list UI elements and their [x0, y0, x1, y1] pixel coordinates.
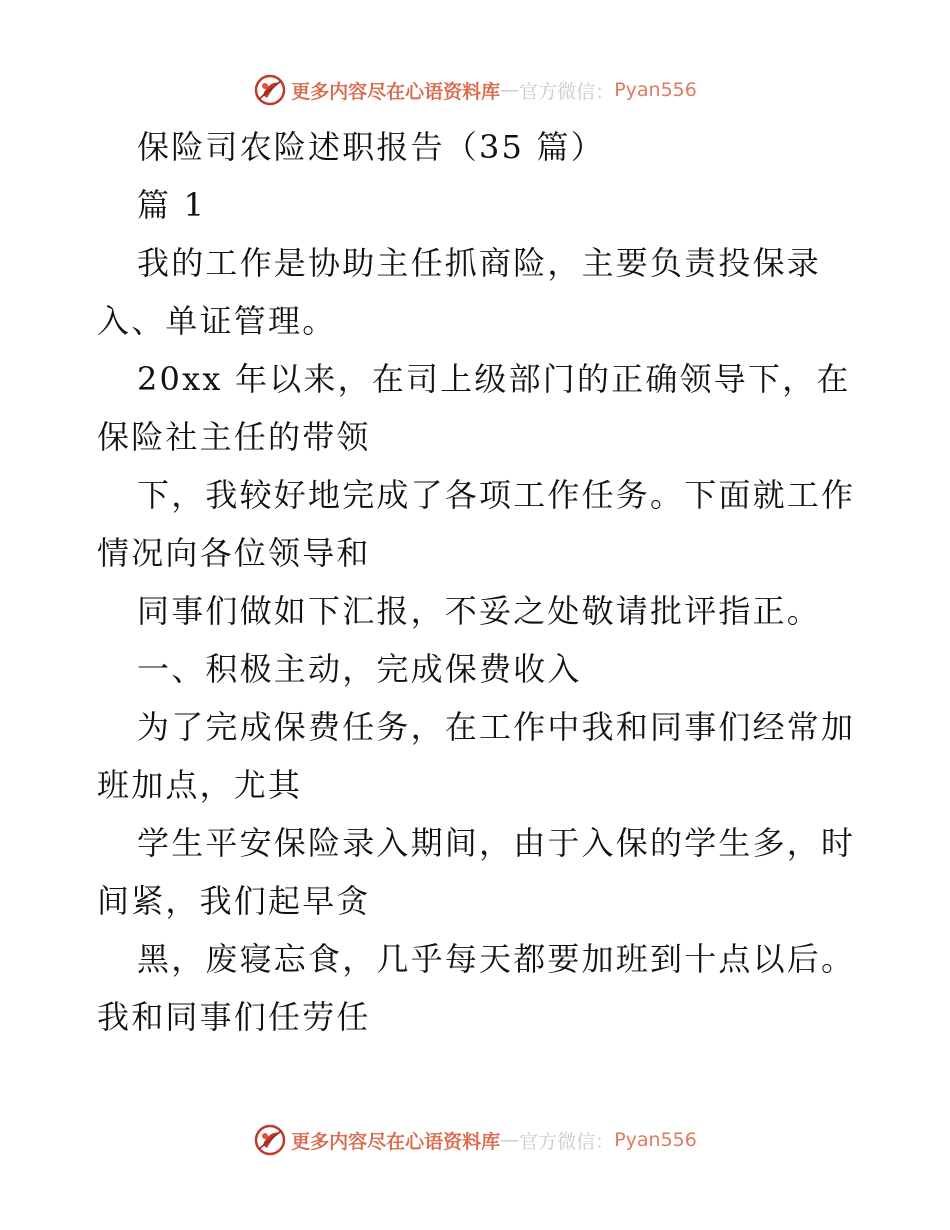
paragraph-line: 入、单证管理。 [97, 302, 337, 340]
watermark-separator: — [500, 1129, 520, 1151]
paragraph-line: 为了完成保费任务，在工作中我和同事们经常加 [137, 708, 856, 746]
paragraph-line: 20xx 年以来，在司上级部门的正确领导下，在 [137, 360, 851, 398]
paragraph-line: 下，我较好地完成了各项工作任务。下面就工作 [137, 476, 856, 514]
paragraph-line: 保险社主任的带领 [97, 418, 371, 456]
paragraph-line: 我的工作是协助主任抓商险，主要负责投保录 [137, 244, 822, 282]
watermark-wechat-id: Pyan556 [614, 79, 697, 101]
watermark-separator: — [500, 79, 520, 101]
footer-watermark [0, 1120, 950, 1160]
subsection-heading: 一、积极主动，完成保费收入 [137, 650, 582, 688]
paragraph-line: 同事们做如下汇报，不妥之处敬请批评指正。 [137, 592, 822, 630]
watermark-wechat-label: 官方微信： [519, 80, 615, 103]
section-heading: 篇 1 [137, 186, 207, 224]
document-title: 保险司农险述职报告（35 篇） [137, 128, 605, 166]
paragraph-line: 班加点，尤其 [97, 766, 303, 804]
paragraph-line: 情况向各位领导和 [97, 534, 371, 572]
flower-logo-icon [253, 1123, 287, 1157]
flower-logo-icon [253, 73, 287, 107]
watermark-wechat-id: Pyan556 [614, 1129, 697, 1151]
paragraph-line: 黑，废寝忘食，几乎每天都要加班到十点以后。 [137, 940, 856, 978]
paragraph-line: 学生平安保险录入期间，由于入保的学生多，时 [137, 824, 856, 862]
paragraph-line: 我和同事们任劳任 [97, 998, 371, 1036]
watermark-wechat-label: 官方微信： [519, 1130, 615, 1153]
paragraph-line: 间紧，我们起早贪 [97, 882, 371, 920]
watermark-site-text: 更多内容尽在心语资料库 [291, 80, 501, 103]
header-watermark [0, 70, 950, 110]
watermark-site-text: 更多内容尽在心语资料库 [291, 1130, 501, 1153]
document-body [97, 118, 867, 1046]
